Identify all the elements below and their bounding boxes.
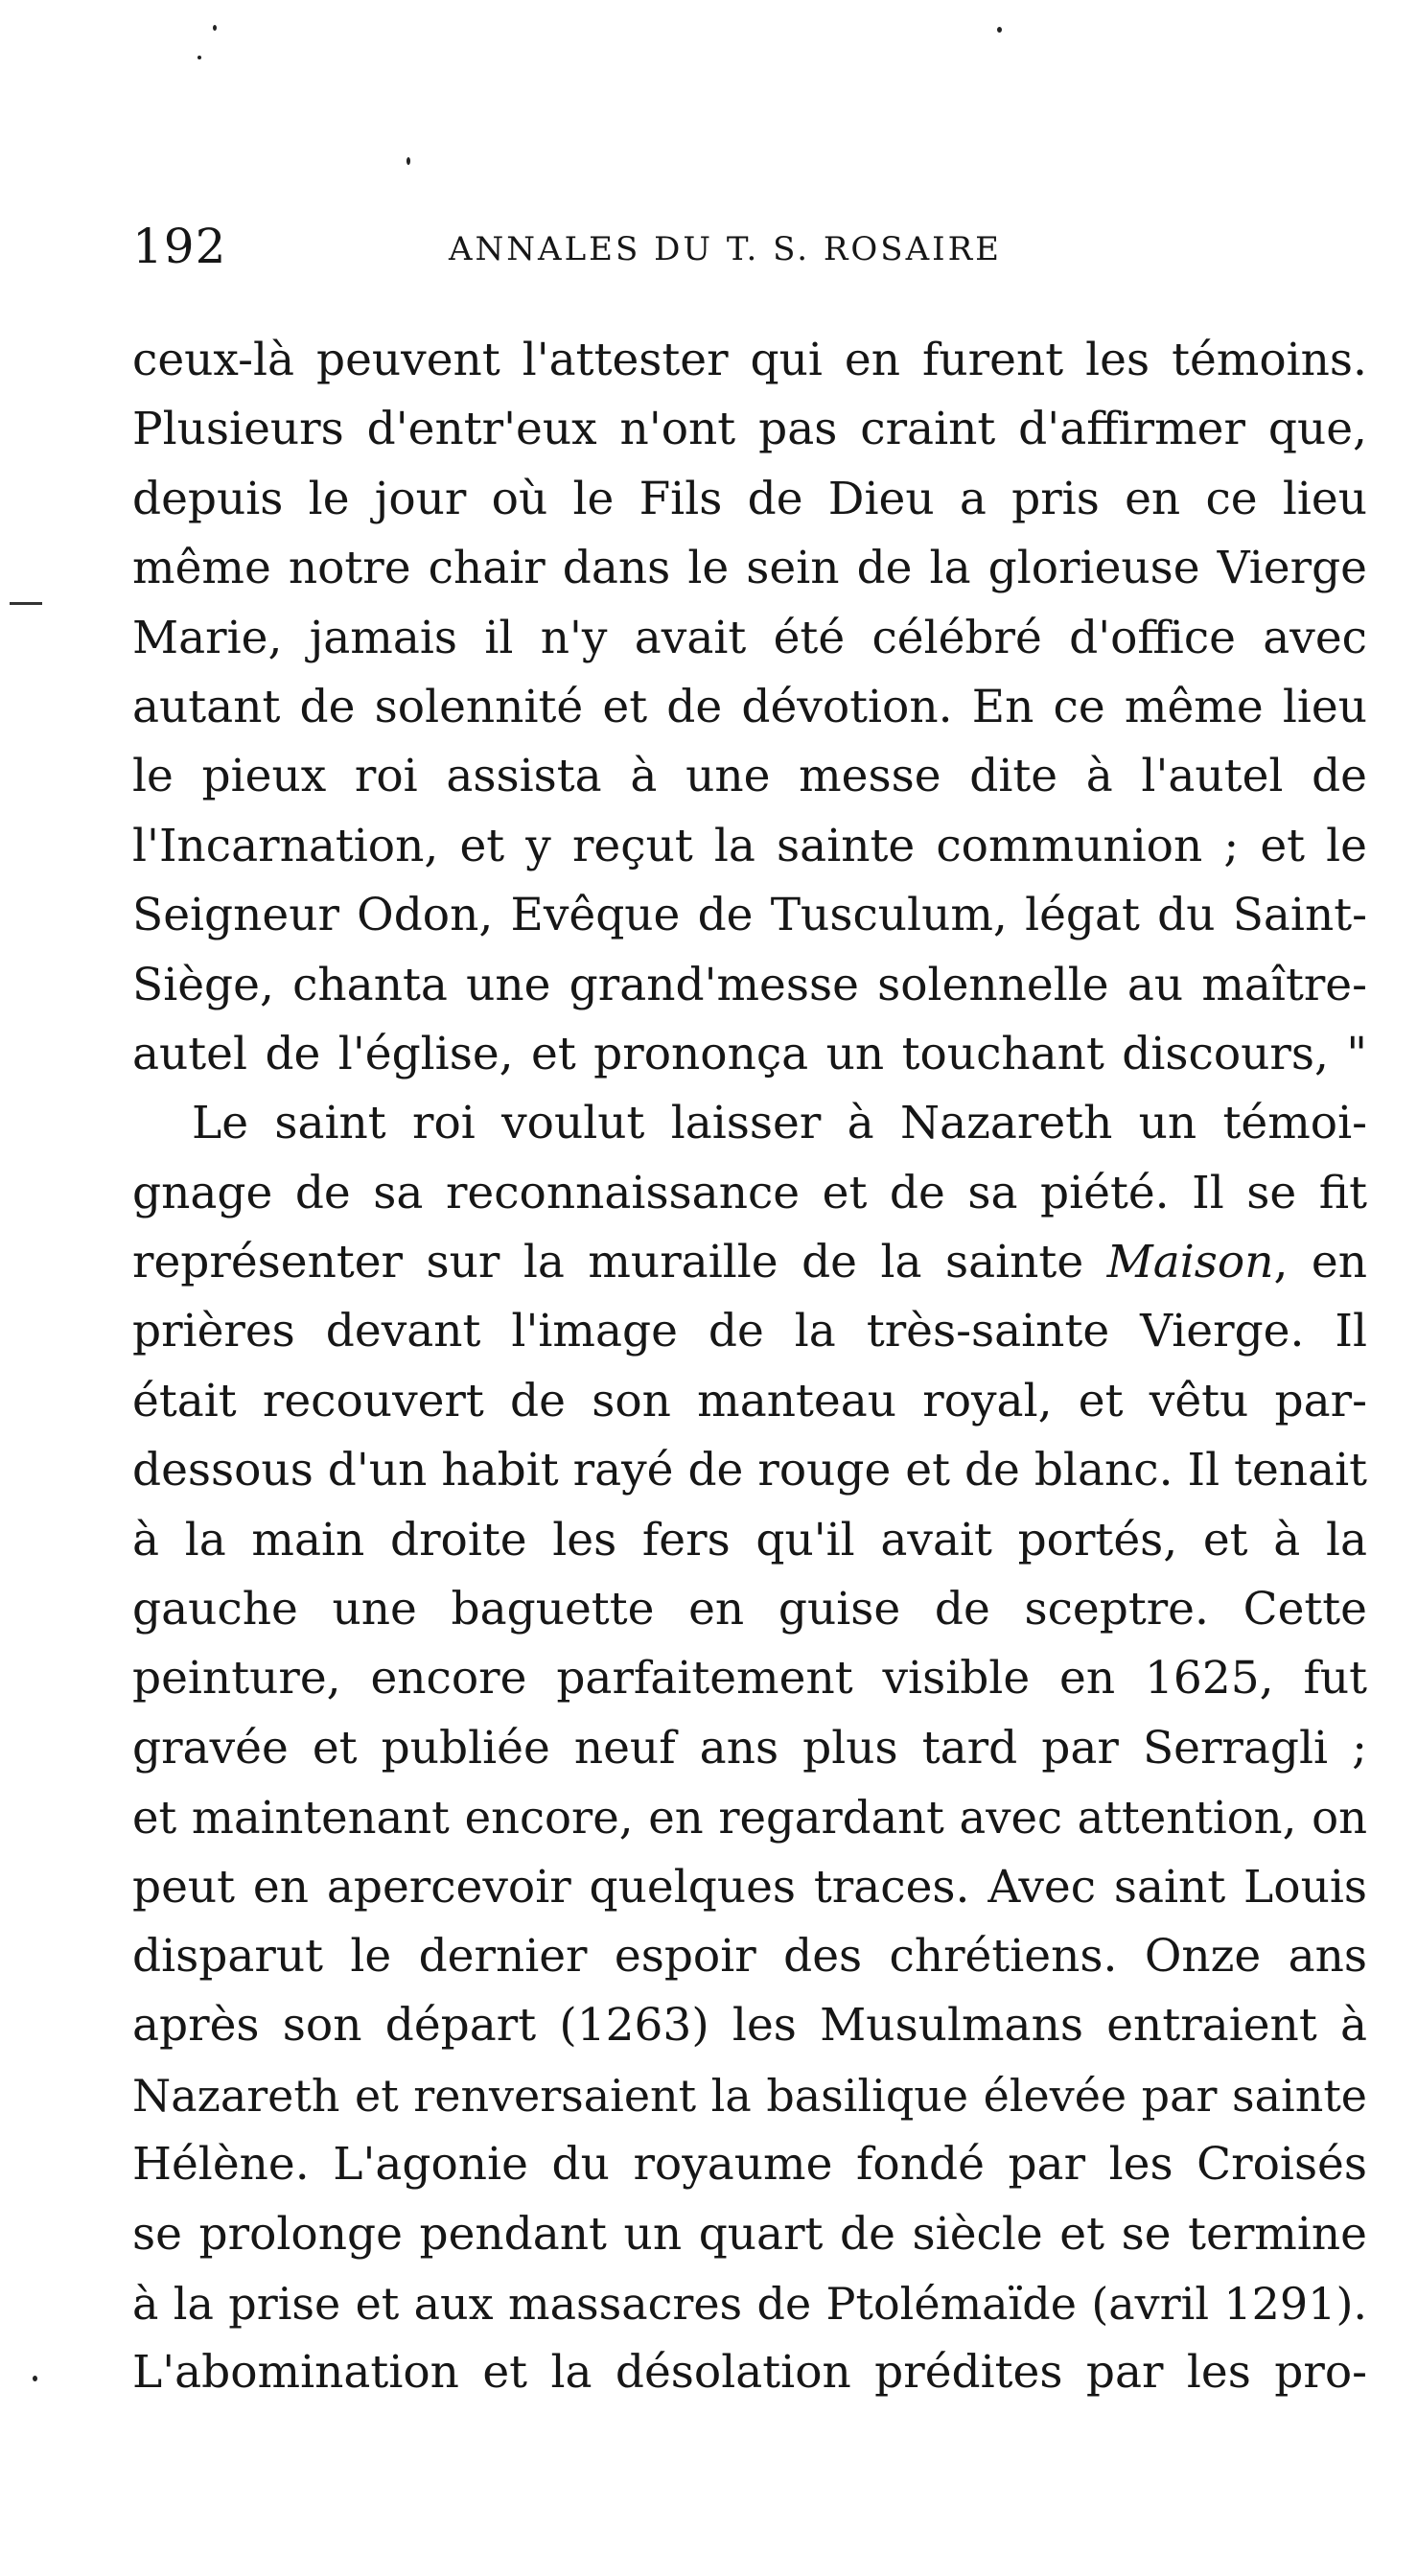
text-line: même notre chair dans le sein de la glorieuse Vierge — [132, 542, 1367, 595]
scan-speck — [33, 2376, 37, 2381]
text-line: prières devant l'image de la très-sainte Vierge. Il — [132, 1305, 1367, 1358]
text-line: l'Incarnation, et y reçut la sainte communion ; et le — [132, 819, 1367, 872]
text-line: Hélène. L'agonie du royaume fondé par les Croisés — [132, 2138, 1367, 2192]
text-line: Plusieurs d'entr'eux n'ont pas craint d'affirmer que, — [132, 403, 1367, 456]
text-line: autant de solennité et de dévotion. En ce même lieu — [132, 680, 1367, 733]
text-line: peinture, encore parfaitement visible en 1625, fut — [132, 1652, 1367, 1706]
page-header — [132, 219, 1361, 286]
text-line: depuis le jour où le Fils de Dieu a pris en ce lieu — [132, 472, 1367, 525]
scan-speck — [213, 25, 217, 31]
text-line: Siège, chanta une grand'messe solennelle au maître- — [132, 958, 1367, 1011]
text-line: à la main droite les fers qu'il avait portés, et à la — [132, 1513, 1367, 1566]
text-line: disparut le dernier espoir des chrétiens. Onze ans — [132, 1929, 1367, 1983]
text-line: autel de l'église, et prononça un touchant discours, " — [132, 1027, 1367, 1080]
text-line: Marie, jamais il n'y avait été célébré d'office avec — [132, 611, 1367, 664]
text-line: et maintenant encore, en regardant avec attention, on — [132, 1792, 1367, 1845]
text-span: représenter sur la muraille de la sainte — [132, 1236, 1107, 1289]
text-line: Seigneur Odon, Evêque de Tusculum, légat du Saint- — [132, 889, 1367, 942]
body-text — [132, 326, 1367, 2408]
scan-speck — [407, 157, 410, 165]
paragraph — [132, 326, 1367, 1089]
text-line: peut en apercevoir quelques traces. Avec saint Louis — [132, 1860, 1367, 1914]
paragraph — [132, 1089, 1367, 2407]
page-number: 192 — [132, 219, 227, 274]
text-line: gnage de sa reconnaissance et de sa piété. Il se fit — [132, 1166, 1367, 1219]
text-line: Le saint roi voulut laisser à Nazareth un témoi- — [192, 1097, 1367, 1150]
text-line: se prolonge pendant un quart de siècle et se termine — [132, 2207, 1367, 2261]
text-line: dessous d'un habit rayé de rouge et de blanc. Il tenait — [132, 1444, 1367, 1497]
text-line: était recouvert de son manteau royal, et vêtu par- — [132, 1374, 1367, 1427]
text-line: ceux-là peuvent l'attester qui en furent les témoins. — [132, 334, 1367, 386]
text-line — [132, 1228, 1367, 1297]
text-line: Nazareth et renversaient la basilique élevée par sainte — [132, 2069, 1367, 2122]
text-line: le pieux roi assista à une messe dite à l'autel de — [132, 750, 1367, 803]
text-line: gravée et publiée neuf ans plus tard par Serragli ; — [132, 1721, 1367, 1775]
text-line: à la prise et aux massacres de Ptolémaïde (avril 1291). — [132, 2277, 1367, 2330]
running-head: ANNALES DU T. S. ROSAIRE — [449, 230, 1002, 268]
scan-speck — [197, 56, 201, 59]
text-line: gauche une baguette en guise de sceptre. Cette — [132, 1583, 1367, 1636]
text-line: L'abomination et la désolation prédites par les pro- — [132, 2346, 1367, 2400]
text-span: , en — [1273, 1236, 1367, 1289]
margin-dash-mark — [10, 602, 42, 605]
italic-word: Maison — [1106, 1236, 1274, 1289]
text-line: après son départ (1263) les Musulmans entraient à — [132, 1999, 1367, 2053]
scan-speck — [997, 27, 1002, 33]
